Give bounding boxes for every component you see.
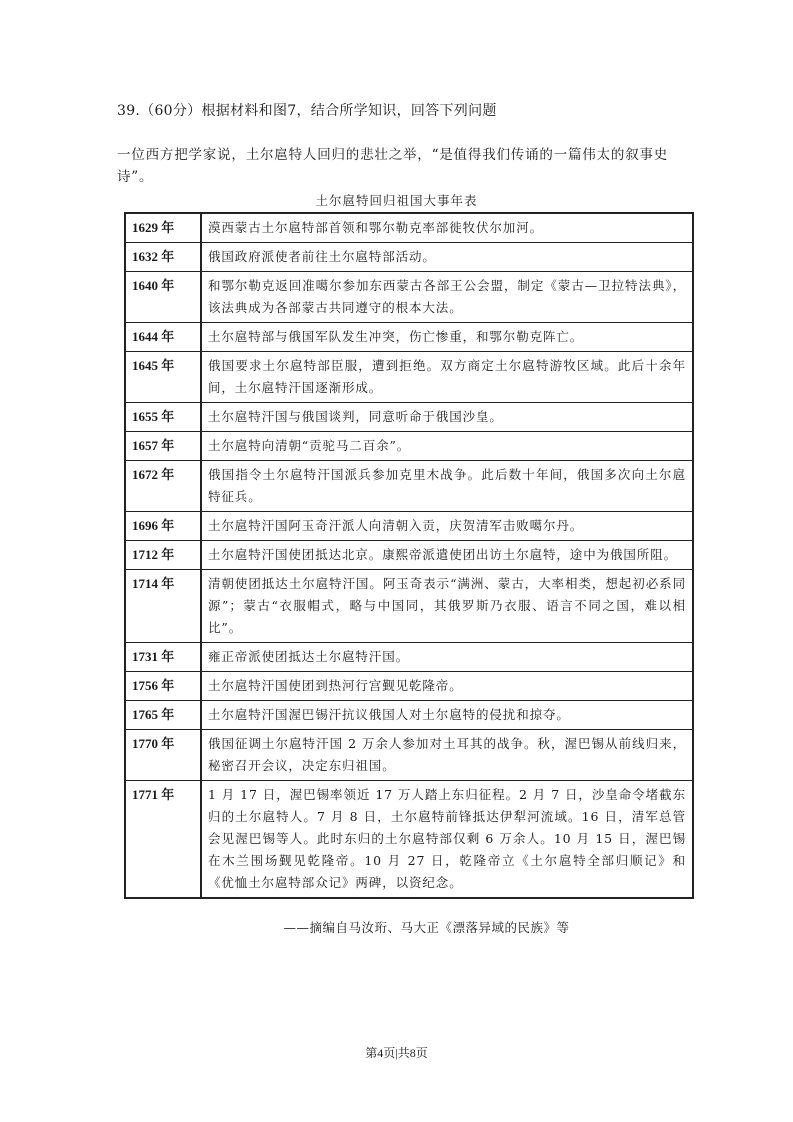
table-row [125, 403, 693, 432]
event-year: 1645 年 [125, 352, 201, 403]
table-row [125, 730, 693, 781]
event-description: 1 月 17 日，渥巴锡率领近 17 万人踏上东归征程。2 月 7 日，沙皇命令堵截东归的土尔扈特人。7 月 8 日，土尔扈特前锋抵达伊犁河流域。16 日，清军总管会见渥巴锡等人。此时东归的土尔扈特部仅剩 6 万余人。10 月 15 日，渥巴锡在木兰围场觐见乾隆帝。10 月 27 日，乾隆帝立《土尔扈特全部归顺记》和《优恤土尔扈特部众记》两碑，以资纪念。 [201, 781, 693, 899]
event-year: 1712 年 [125, 541, 201, 570]
table-row [125, 272, 693, 323]
event-year: 1714 年 [125, 570, 201, 643]
event-description: 雍正帝派使团抵达土尔扈特汗国。 [201, 643, 693, 672]
event-year: 1657 年 [125, 432, 201, 461]
table-row [125, 570, 693, 643]
event-year: 1655 年 [125, 403, 201, 432]
table-row [125, 461, 693, 512]
events-table-body [125, 213, 693, 898]
event-description: 俄国要求土尔扈特部臣服，遭到拒绝。双方商定土尔扈特游牧区域。此后十余年间，土尔扈特汗国逐渐形成。 [201, 352, 693, 403]
event-description: 土尔扈特汗国阿玉奇汗派人向清朝入贡，庆贺清军击败噶尔丹。 [201, 512, 693, 541]
event-year: 1731 年 [125, 643, 201, 672]
event-description: 清朝使团抵达土尔扈特汗国。阿玉奇表示“满洲、蒙古，大率相类，想起初必系同源”；蒙古“衣服帽式，略与中国同，其俄罗斯乃衣服、语言不同之国，难以相比”。 [201, 570, 693, 643]
event-year: 1644 年 [125, 323, 201, 352]
event-description: 俄国指令土尔扈特汗国派兵参加克里木战争。此后数十年间，俄国多次向土尔扈特征兵。 [201, 461, 693, 512]
event-year: 1629 年 [125, 213, 201, 243]
event-description: 土尔扈特汗国与俄国谈判，同意听命于俄国沙皇。 [201, 403, 693, 432]
intro-paragraph: 一位西方把学家说，土尔扈特人回归的悲壮之举，“是值得我们传诵的一篇伟太的叙事史诗”。 [117, 147, 669, 185]
table-row [125, 213, 693, 243]
table-row [125, 672, 693, 701]
event-year: 1765 年 [125, 701, 201, 730]
event-year: 1632 年 [125, 243, 201, 272]
table-row [125, 352, 693, 403]
table-row [125, 432, 693, 461]
table-row [125, 701, 693, 730]
event-year: 1756 年 [125, 672, 201, 701]
table-row [125, 781, 693, 899]
source-citation: ——摘编自马汝珩、马大正《漂落异域的民族》等 [283, 920, 570, 935]
event-description: 土尔扈特部与俄国军队发生冲突，伤亡惨重，和鄂尔勒克阵亡。 [201, 323, 693, 352]
table-title: 土尔扈特回归祖国大事年表 [315, 193, 478, 208]
table-row [125, 243, 693, 272]
table-row [125, 541, 693, 570]
event-year: 1771 年 [125, 781, 201, 899]
event-description: 土尔扈特向清朝“贡驼马二百余”。 [201, 432, 693, 461]
events-table [124, 212, 694, 899]
event-description: 和鄂尔勒克返回准噶尔参加东西蒙古各部王公会盟，制定《蒙古—卫拉特法典》，该法典成为各部蒙古共同遵守的根本大法。 [201, 272, 693, 323]
event-year: 1696 年 [125, 512, 201, 541]
event-description: 土尔扈特汗国使团抵达北京。康熙帝派遣使团出访土尔扈特，途中为俄国所阻。 [201, 541, 693, 570]
event-description: 俄国征调土尔扈特汗国 2 万余人参加对土耳其的战争。秋，渥巴锡从前线归来，秘密召开会议，决定东归祖国。 [201, 730, 693, 781]
table-row [125, 323, 693, 352]
event-description: 漠西蒙古土尔扈特部首领和鄂尔勒克率部徙牧伏尔加河。 [201, 213, 693, 243]
table-row [125, 512, 693, 541]
event-year: 1640 年 [125, 272, 201, 323]
event-description: 土尔扈特汗国使团到热河行宫觐见乾隆帝。 [201, 672, 693, 701]
table-row [125, 643, 693, 672]
event-year: 1672 年 [125, 461, 201, 512]
question-heading: 39.（60分）根据材料和图7，结合所学知识，回答下列问题 [117, 103, 497, 119]
event-description: 俄国政府派使者前往土尔扈特部活动。 [201, 243, 693, 272]
event-year: 1770 年 [125, 730, 201, 781]
page-number: 第4页|共8页 [365, 1046, 428, 1060]
event-description: 土尔扈特汗国渥巴锡汗抗议俄国人对土尔扈特的侵扰和掠夺。 [201, 701, 693, 730]
